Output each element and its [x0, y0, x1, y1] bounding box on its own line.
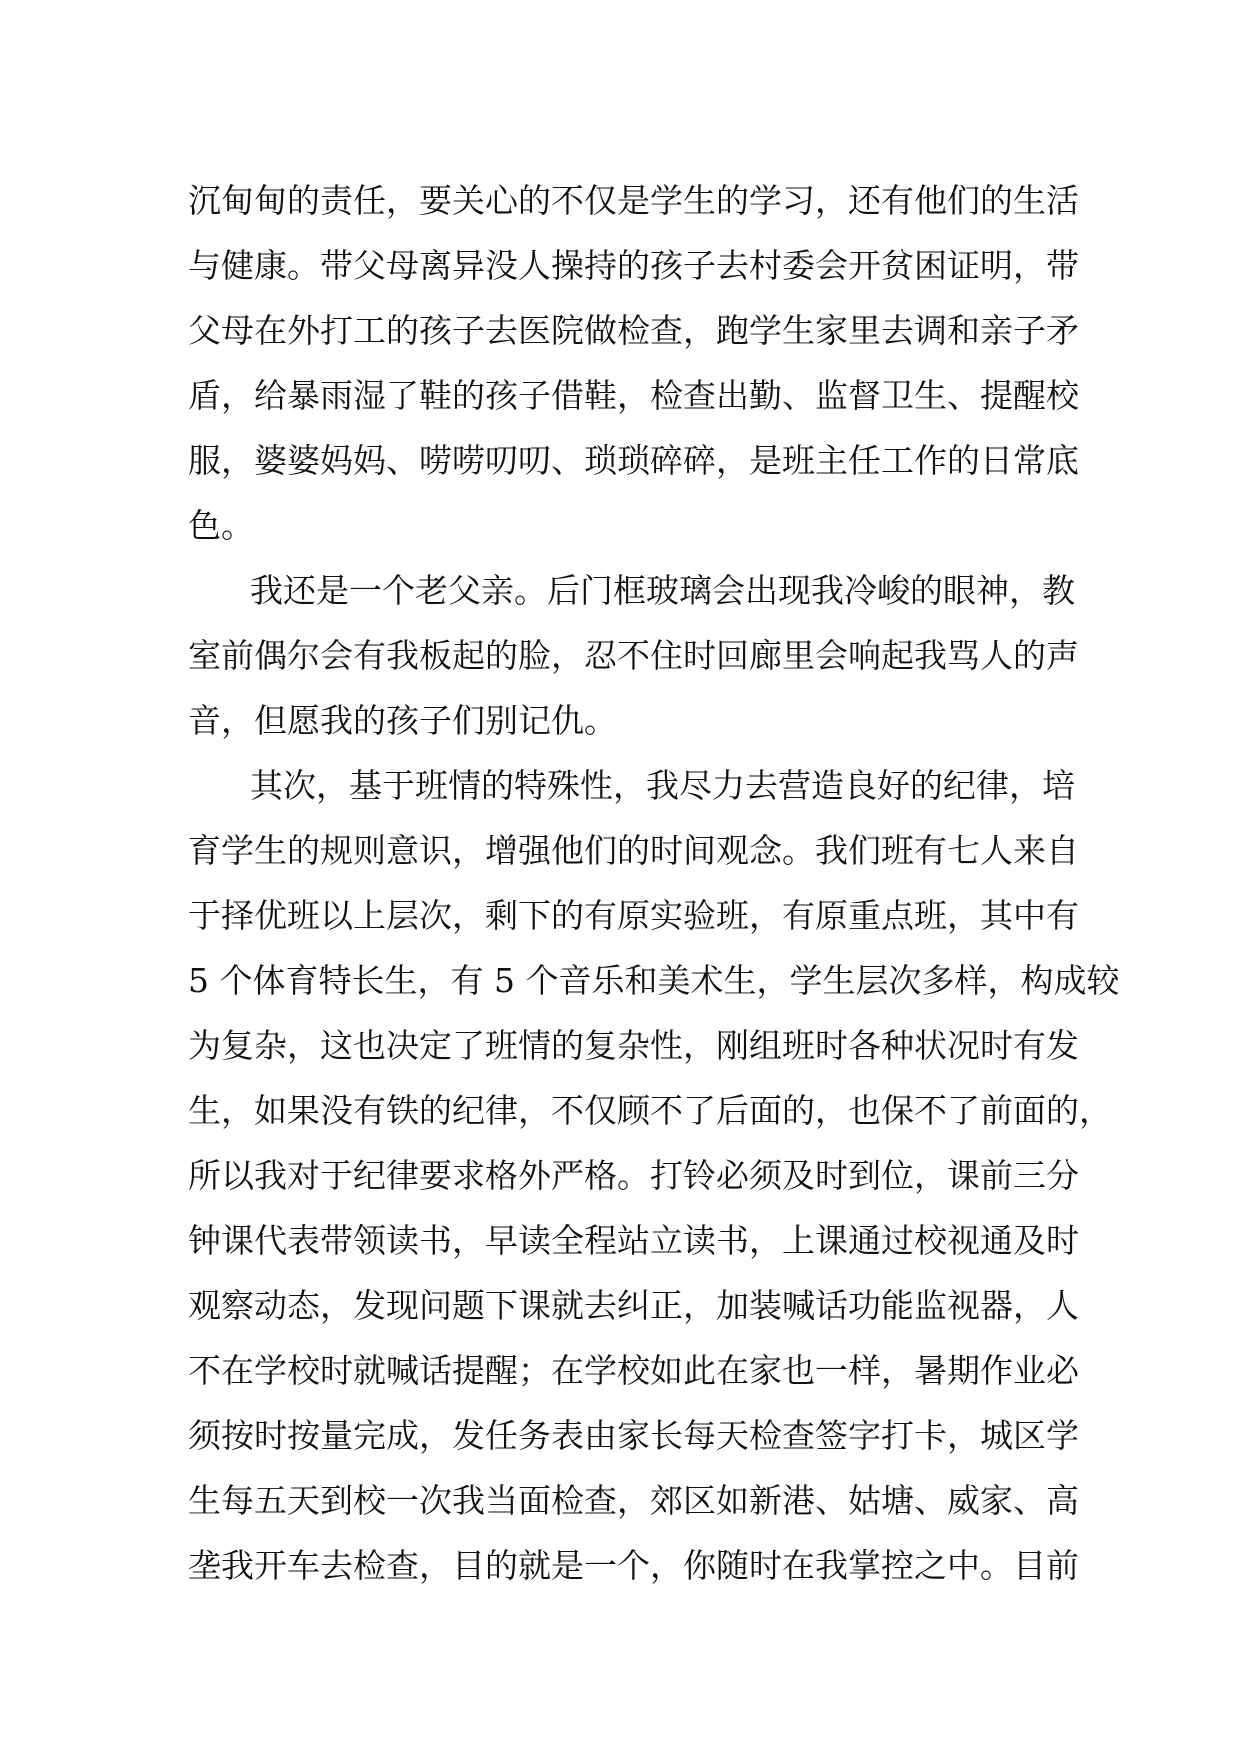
- paragraph-first-line: 其次，基于班情的特殊性，我尽力去营造良好的纪律，培: [250, 766, 1075, 805]
- text-line: 盾，给暴雨湿了鞋的孩子借鞋，检查出勤、监督卫生、提醒校: [188, 376, 1079, 415]
- text-line: 与健康。带父母离异没人操持的孩子去村委会开贫困证明，带: [188, 246, 1079, 285]
- text-line: 服，婆婆妈妈、唠唠叨叨、琐琐碎碎，是班主任工作的日常底: [188, 441, 1079, 480]
- text-line: 钟课代表带领读书，早读全程站立读书，上课通过校视通及时: [188, 1221, 1079, 1260]
- text-line: 育学生的规则意识，增强他们的时间观念。我们班有七人来自: [188, 831, 1079, 870]
- text-line: 沉甸甸的责任，要关心的不仅是学生的学习，还有他们的生活: [188, 181, 1079, 220]
- text-line: 生每五天到校一次我当面检查，郊区如新港、姑塘、威家、高: [188, 1481, 1079, 1520]
- text-line: 观察动态，发现问题下课就去纠正，加装喊话功能监视器，人: [188, 1286, 1079, 1325]
- text-line: 所以我对于纪律要求格外严格。打铃必须及时到位，课前三分: [188, 1156, 1079, 1195]
- text-line: 于择优班以上层次，剩下的有原实验班，有原重点班，其中有: [188, 896, 1079, 935]
- text-line: 须按时按量完成，发任务表由家长每天检查签字打卡，城区学: [188, 1416, 1079, 1455]
- text-line: 不在学校时就喊话提醒；在学校如此在家也一样，暑期作业必: [188, 1351, 1079, 1390]
- text-line: 生，如果没有铁的纪律，不仅顾不了后面的，也保不了前面的，: [188, 1091, 1112, 1130]
- text-line: 垄我开车去检查，目的就是一个，你随时在我掌控之中。目前: [188, 1546, 1079, 1585]
- text-line: 父母在外打工的孩子去医院做检查，跑学生家里去调和亲子矛: [188, 311, 1079, 350]
- text-line: 色。: [188, 506, 254, 545]
- paragraph-first-line: 我还是一个老父亲。后门框玻璃会出现我冷峻的眼神，教: [250, 571, 1075, 610]
- text-line: 为复杂，这也决定了班情的复杂性，刚组班时各种状况时有发: [188, 1026, 1079, 1065]
- text-line: 室前偶尔会有我板起的脸，忍不住时回廊里会响起我骂人的声: [188, 636, 1079, 675]
- text-line: 音，但愿我的孩子们别记仇。: [188, 701, 617, 740]
- body-text: [188, 168, 1120, 1598]
- text-line: 5 个体育特长生，有 5 个音乐和美术生，学生层次多样，构成较: [188, 961, 1120, 1000]
